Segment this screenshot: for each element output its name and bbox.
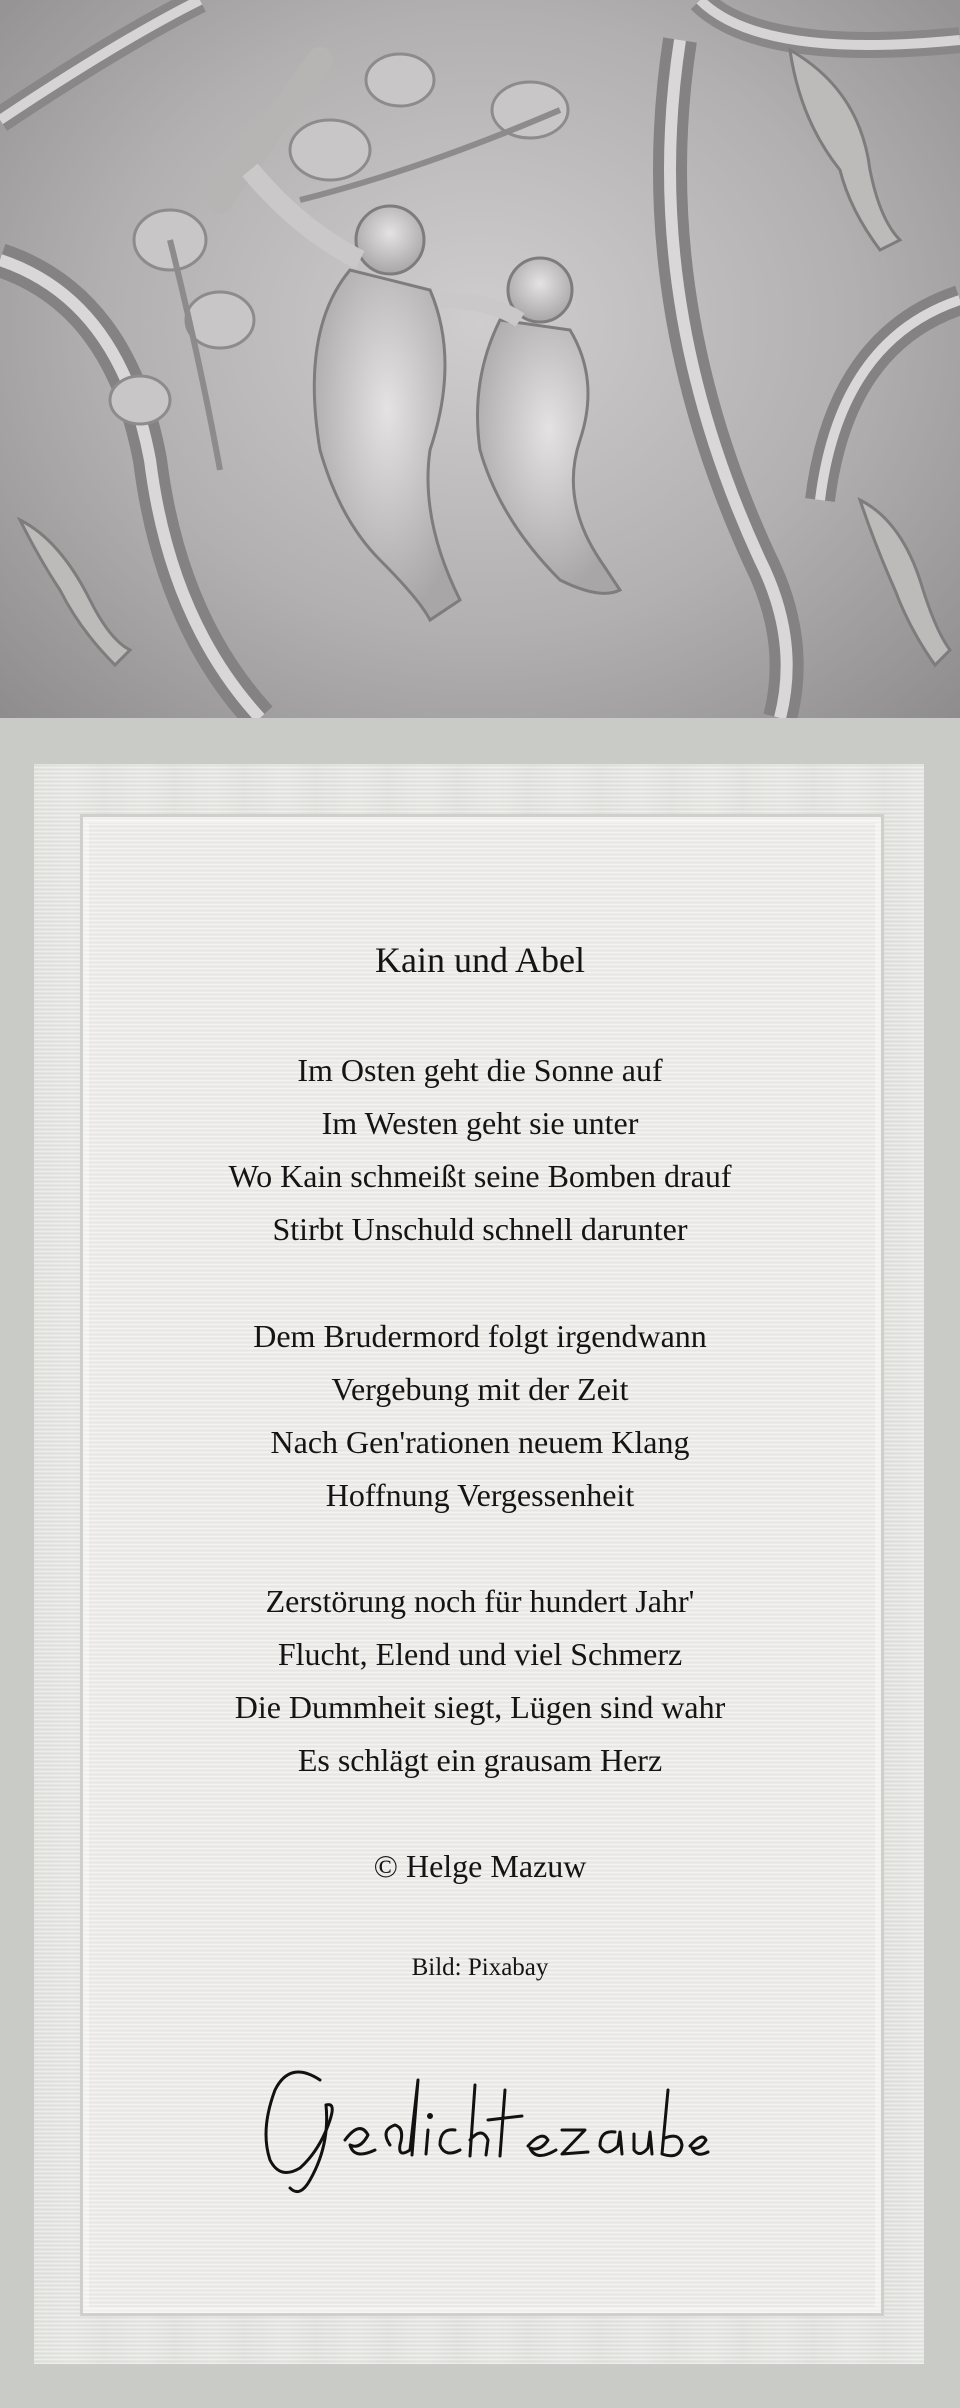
poem-line: Zerstörung noch für hundert Jahr' [265,1583,695,1619]
poem-line: Stirbt Unschuld schnell darunter [272,1211,688,1247]
signature-logo [250,2050,710,2200]
poem-line: Wo Kain schmeißt seine Bomben drauf [228,1158,732,1194]
poem-line: Vergebung mit der Zeit [331,1371,629,1407]
image-credit: Bild: Pixabay [411,1954,549,1981]
copyright-line: © Helge Mazuw [373,1848,587,1884]
stucco-relief-illustration [0,0,960,718]
poem-line: Hoffnung Vergessenheit [325,1477,635,1513]
poem-line: Nach Gen'rationen neuem Klang [270,1424,690,1460]
poem-line: Flucht, Elend und viel Schmerz [277,1636,683,1672]
poem-line: Im Westen geht sie unter [321,1105,639,1141]
poem-line: Dem Brudermord folgt irgendwann [253,1318,707,1354]
poem-line: Die Dummheit siegt, Lügen sind wahr [234,1689,726,1725]
stanza-1 [0,1044,960,1256]
relief-image [0,0,960,718]
handwritten-signature-graphic [250,2050,710,2200]
poem-title: Kain und Abel [375,940,585,980]
stanza-2 [0,1310,960,1522]
stanza-3 [0,1575,960,1787]
poem-line: Es schlägt ein grausam Herz [297,1742,663,1778]
poem-line: Im Osten geht die Sonne auf [297,1052,663,1088]
